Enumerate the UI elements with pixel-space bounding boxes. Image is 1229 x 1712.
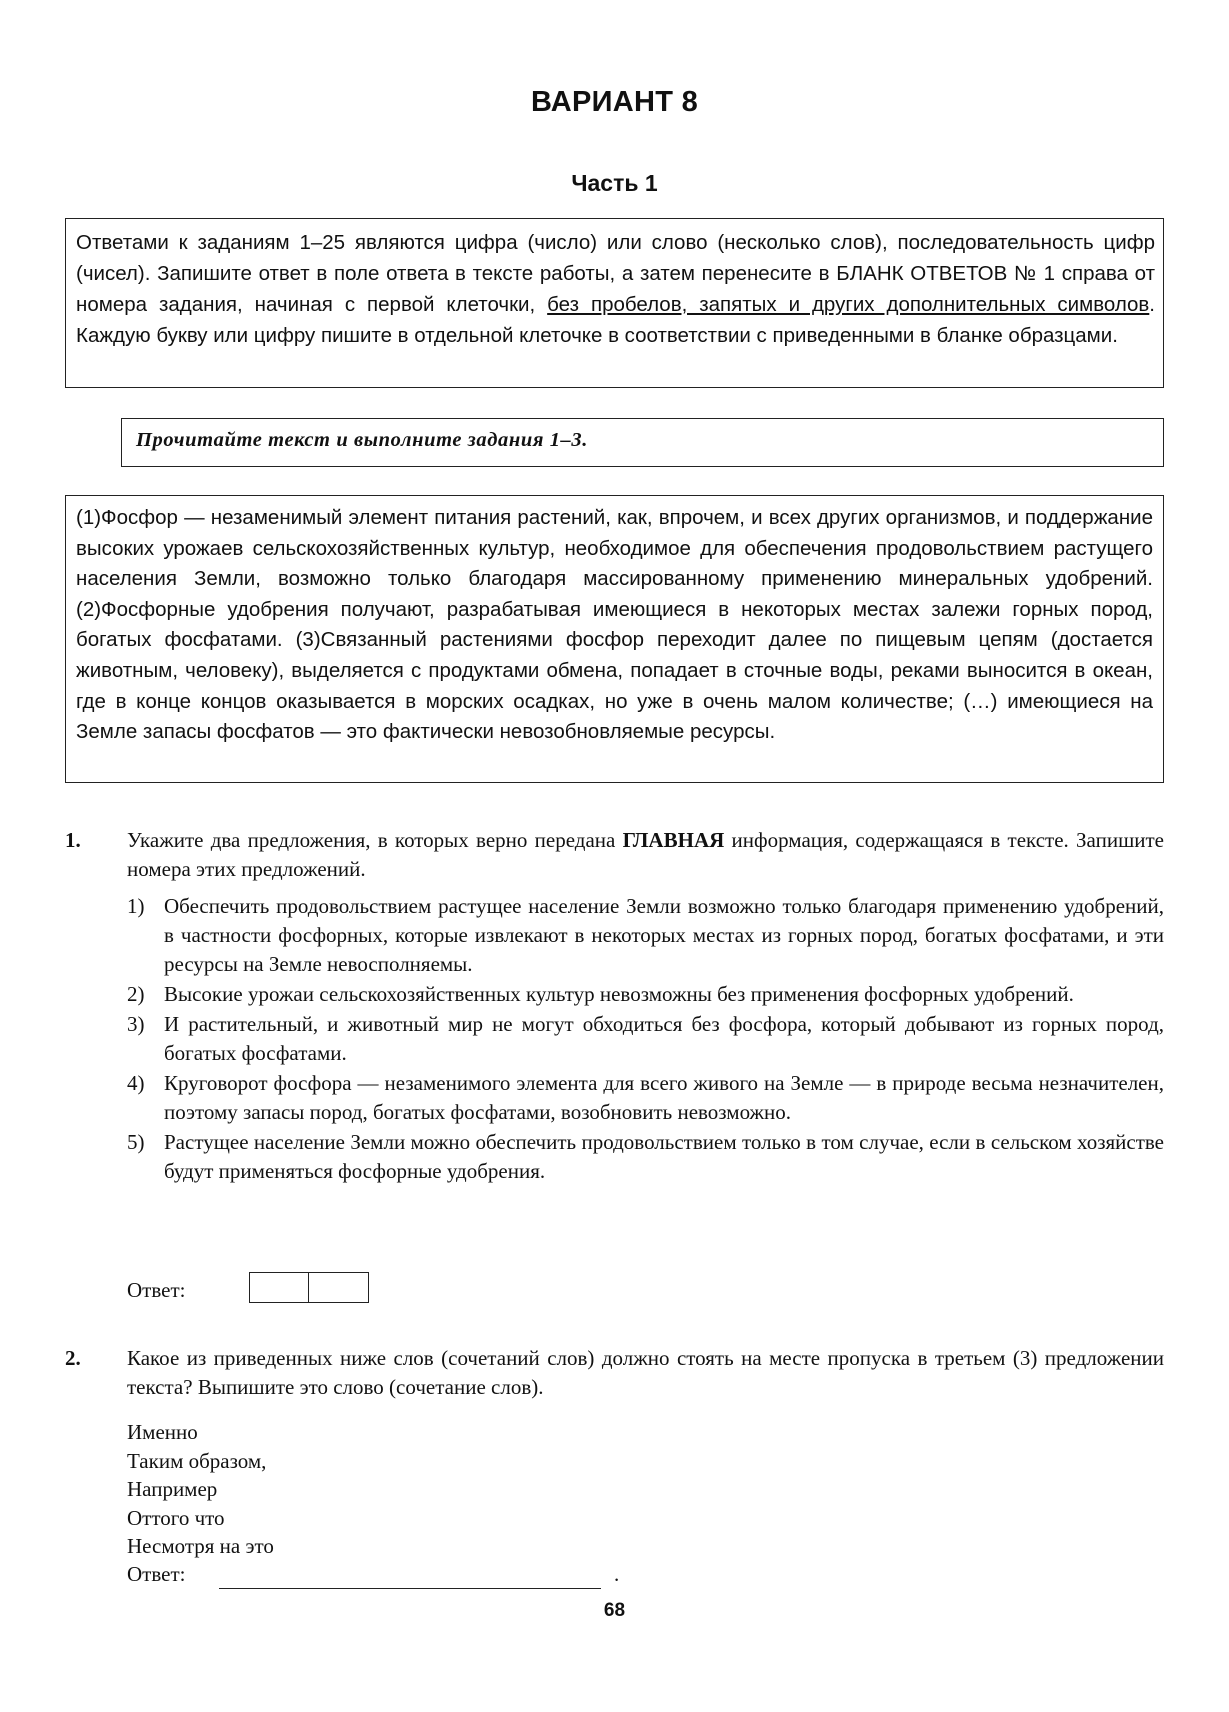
option-1-number: 1) [127,894,145,918]
option-4-number: 4) [127,1071,145,1095]
task-1-options [127,892,1164,1186]
instructions-box [65,218,1164,388]
instructions-text-end: . Каждую букву или цифру пишите в отдельной клеточке в соответствии с приведенными в бланке образцами. [76,293,1155,347]
word-option: Несмотря на это [127,1534,274,1558]
passage-text: (1)Фосфор — незаменимый элемент питания растений, как, впрочем, и всех других организмов, и поддержание высоких урожаев сельскохозяйственных культур, необходимое для обеспечения продовольствием растущего населения Земли, возможно только благодаря массированному применению минеральных удобрений. (2)Фосфорные удобрения получают, разрабатывая имеющиеся в некоторых местах залежи горных пород, богатых фосфатами. (3)Связанный растениями фосфор переходит далее по пищевым цепям (достается животным, человеку), выделяется с продуктами обмена, попадает в сточные воды, реками выносится в океан, где в конце концов оказывается в морских осадках, но уже в очень малом количестве; (…) имеющиеся на Земле запасы фосфатов — это фактически невозобновляемые ресурсы. [65,495,1164,783]
task-2-answer-label: Ответ: [127,1562,186,1586]
option-5-text: Растущее население Земли можно обеспечить продовольствием только в том случае, если в сельском хозяйстве будут применяться фосфорные удобрения. [164,1130,1164,1183]
option-2 [127,980,1164,1009]
task-1-answer-label: Ответ: [127,1278,186,1302]
reading-instruction: Прочитайте текст и выполните задания 1–3. [121,418,1164,467]
variant-title: ВАРИАНТ 8 [530,86,699,118]
task-1-text-start: Укажите два предложения, в которых верно передана [127,828,623,852]
task-1-question [127,826,1164,884]
option-3 [127,1010,1164,1068]
answer-cell[interactable] [249,1272,309,1303]
option-2-text: Высокие урожаи сельскохозяйственных культур невозможны без применения фосфорных удобрений. [164,982,1074,1006]
option-2-number: 2) [127,982,145,1006]
option-4-text: Круговорот фосфора — незаменимого элемента для всего живого на Земле — в природе весьма незначителен, поэтому запасы пород, богатых фосфатами, возобновить невозможно. [164,1071,1164,1124]
answer-cell[interactable] [309,1272,369,1303]
option-3-text: И растительный, и животный мир не могут обходиться без фосфора, который добывают из горных пород, богатых фосфатами. [164,1012,1164,1065]
task-2-question: Какое из приведенных ниже слов (сочетаний слов) должно стоять на месте пропуска в третьем (3) предложении текста? Выпишите это слово (сочетание слов). [127,1346,1164,1399]
instructions-underlined-text: без пробелов, запятых и других дополнительных символов [547,293,1150,316]
word-option: Таким образом, [127,1448,267,1473]
task-1-text-end: информация, содержащаяся в тексте. Запишите номера этих предложений. [127,828,1164,881]
word-option: Оттого что [127,1505,225,1530]
task-2 [65,1344,1164,1561]
instructions-text-start: Ответами к заданиям 1–25 являются цифра (число) или слово (несколько слов), последовательность цифр (чисел). Запишите ответ в поле ответа в тексте работы, а затем перенесите в БЛАНК ОТВЕТОВ № 1 справа от номера задания, начиная с первой клеточки, [76,231,1155,316]
option-4 [127,1069,1164,1127]
option-1-text: Обеспечить продовольствием растущее население Земли возможно только благодаря применению удобрений, в частности фосфорных, которые извлекают в некоторых местах из горных пород, богатых фосфатами, и эти ресурсы на Земле невосполняемы. [164,894,1164,976]
word-option: Например [127,1477,218,1501]
task-1-answer-cells [249,1272,369,1303]
option-1 [127,892,1164,979]
option-3-number: 3) [127,1012,145,1036]
task-1-bold-word: ГЛАВНАЯ [622,828,725,852]
part-title: Часть 1 [571,170,658,196]
option-5-number: 5) [127,1130,145,1154]
task-1-number: 1. [65,828,81,852]
word-option: Именно [127,1420,198,1444]
task-2-answer-line[interactable] [219,1565,601,1589]
task-2-word-list [127,1418,1164,1561]
task-2-number: 2. [65,1346,81,1370]
task-2-answer-end: . [614,1562,620,1586]
page-number: 68 [603,1600,626,1621]
task-1 [65,826,1164,1187]
option-5 [127,1128,1164,1186]
